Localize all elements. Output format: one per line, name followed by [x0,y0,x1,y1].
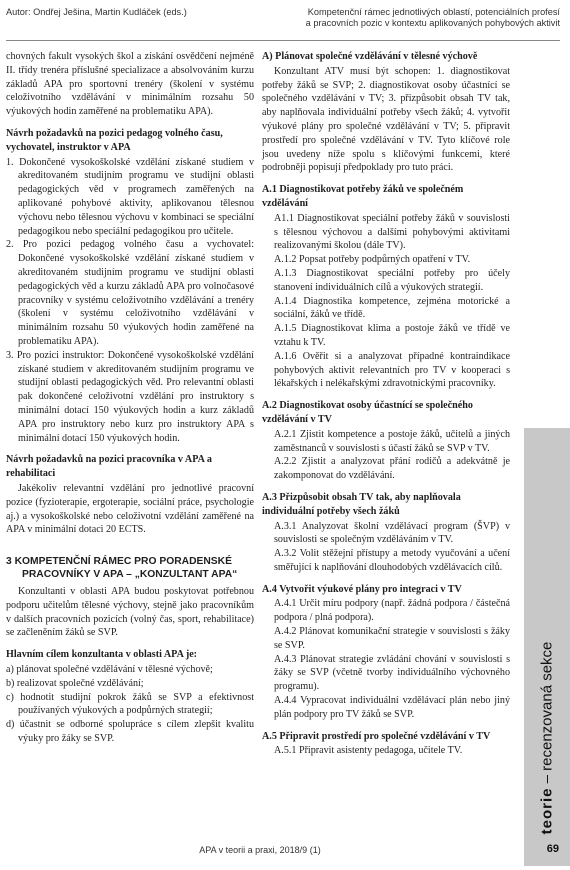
list-A3 [262,520,510,575]
section-title: 3 KOMPETENČNÍ RÁMEC PRO PORADENSKÉ PRACOVNÍKY V APA – „KONZULTANT APA“ [6,556,238,581]
sidebar-word-teorie: teorie [538,787,556,835]
goal-b: b) realizovat společné vzdělávání; [6,677,144,689]
heading-A2: A.2 Diagnostikovat osoby účastnící se společného vzdělávání v TV [262,400,473,425]
sidebar-word-recenzovana: recenzovaná sekce [538,641,556,771]
header-rule [6,40,560,41]
list-item: A.4.2 Plánovat komunikační strategie v souvislosti s žáky se SVP. [274,626,510,651]
heading-A: A) Plánovat společné vzdělávání v tělesné výchově [262,51,478,62]
list-item: A.2.1 Zjistit kompetence a postoje žáků, učitelů a jiných zaměstnanců v souvislosti s účastí žáků se SVP v TV. [274,428,510,454]
heading-A5: A.5 Připravit prostředí pro společné vzdělávání v TV [262,730,491,742]
list-item: A.1.5 Diagnostikovat klima a postoje žáků ve třídě ve vztahu k TV. [274,323,510,348]
sidebar-dash: – [538,770,556,788]
list-item-2: 2. Pro pozici pedagog volného času a vychovatel: Dokončené vysokoškolské vzdělání získané studiem v akreditovaném studijním programu ve studijní oblasti pedagogických věd a kurzu základů APA pro volnočasové pracovníky v systému celoživotního vzdělávání a trenéry (školení v systému celoživotního vzdělávání v minimálním rozsahu 50 výukových hodin zaměřené na problematiku APA). [6,239,254,347]
heading-A3: A.3 Přizpůsobit obsah TV tak, aby naplňovala individuální potřeby všech žáků [262,491,461,517]
heading-pedagog: Návrh požadavků na pozici pedagog volného času, vychovatel, instruktor v APA [6,127,223,153]
konzultanti-paragraph: Konzultanti v oblasti APA budou poskytovat potřebnou podporu učitelům tělesné výchovy, stejně jako pracovníkům v dalších pracovních pozicích (volný čas, sport, rehabilitace) se začleněním žáků se SVP. [6,586,254,639]
pracovnik-paragraph: Jakékoliv relevantní vzdělání pro jednotlivé pracovní pozice (fyzioterapie, ergoterapie, sociální práce, psychologie aj.) a vysokoškolské nebo celoživotní vzdělání zaměřené na APA v minimální dotaci 20 ECTS. [6,482,254,536]
list-item: A.1.6 Ověřit si a analyzovat případné kontraindikace pohybových aktivit relevantních pro TV v kooperaci s lékařských i nelékařskými zdravotnickými pracovníky. [274,350,510,390]
sidebar-label [539,642,556,835]
list-item: A.4.4 Vypracovat individuální vzdělávací plán nebo jiný plán podpory pro TV žáků se SVP. [274,695,510,720]
list-A5 [262,744,510,758]
heading-A4: A.4 Vytvořit výukové plány pro integraci v TV [262,583,462,595]
heading-pracovnik: Návrh požadavků na pozici pracovníka v APA a rehabilitaci [6,454,212,480]
list-item: A.3.1 Analyzovat školní vzdělávací program (ŠVP) v souvislosti se společným vzděláváním v TV. [274,520,510,546]
list-item: A.1.4 Diagnostika kompetence, zejména motorické a sociální, žáků ve třídě. [274,295,510,321]
goal-d: d) účastnit se odborné spolupráce s cílem zlepšit kvalitu výuky pro žáky se SVP. [6,719,254,745]
list-A1 [262,212,510,391]
list-item: A.1.2 Popsat potřeby podpůrných opatření v TV. [274,254,471,266]
footer-journal: APA v teorii a praxi, 2018/9 (1) [199,845,321,855]
list-item-3: 3. Pro pozici instruktor: Dokončené vysokoškolské vzdělání získané studiem v akreditovaném studijním programu ve studijní oblasti pedagogických věd. Pro relevantní oblasti pak dokončené celoživotní vzdělání pro instruktory s minimální dotací 150 výukových hodin a kurz základů APA pro instruktory nebo kurz pro instruktory APA s minimální dotací 150 výukových hodin. [6,349,254,444]
list-item: A.5.1 Připravit asistenty pedagoga, učitele TV. [274,745,463,757]
intro-paragraph: chovných fakult vysokých škol a získání osvědčení nejméně II. třídy trenéra příslušné specializace a absolvováním kurzu základů APA pro sportovní trenéry (školení v systému celoživotního vzdělávání v minimálním rozsahu 50 výukových hodin zaměřené na problematiku APA). [6,51,254,118]
list-A2 [262,428,510,483]
list-item-1: 1. Dokončené vysokoškolské vzdělání získané studiem v akreditovaném studijním programu ve studijní oblasti pedagogických věd v programech zaměřených na aplikované pohybové aktivity, aplikovanou tělesnou výchovu nebo tělesnou výchovu v kombinaci se speciální pedagogikou nebo speciální pedagogikou pro učitele. [6,156,254,237]
running-header-title [280,7,560,29]
running-header-title-line1: Kompetenční rámec jednotlivých oblastí, potenciálních profesí [307,7,560,17]
heading-A1: A.1 Diagnostikovat potřeby žáků ve společném vzdělávání [262,184,464,209]
list-item: A1.1 Diagnostikovat speciální potřeby žáků v souvislosti s tělesnou výchovou a dalšími pohybovými aktivitami realizovanými školou (dále TV). [274,212,510,252]
list-item: A.1.3 Diagnostikovat speciální potřeby pro účely stanovení individuálních cílů a výukových strategií. [274,267,510,293]
goal-c: c) hodnotit studijní pokrok žáků se SVP a efektivnost používaných výukových a podpůrných strategií; [6,691,254,717]
paragraph-A: Konzultant ATV musí být schopen: 1. diagnostikovat potřeby žáků se SVP; 2. diagnostikovat osoby účastnící se společného vzdělávání v TV; 3. přizpůsobit obsah TV tak, aby naplňovala individuální potřeby všech žáků; 4. vytvořit výukové plány pro společné vzdělávání v TV; 5. připravit prostředí pro společné vzdělávání v TV. Tyto klíčové role jsou uvedeny níže spolu s klíčovými funkcemi, které podrobněji popisují předpoklady pro tuto práci. [262,65,510,174]
running-header-title-line2: a pracovních pozic v kontextu aplikovaných pohybových aktivit [305,18,560,28]
goal-a: a) plánovat společné vzdělávání v tělesné výchově; [6,664,213,676]
left-column [6,50,254,746]
running-header-authors: Autor: Ondřej Ješina, Martin Kudláček (eds.) [6,7,187,17]
list-item: A.3.2 Volit stěžejní přístupy a metody vyučování a učení směřující k naplňování dlouhodobých vzdělávacích cílů. [274,548,510,573]
list-A4 [262,597,510,721]
list-item: A.4.3 Plánovat strategie zvládání chování v souvislosti s žáky se SVP (včetně tvorby individuálního výchovného programu). [274,653,510,693]
list-item: A.2.2 Zjistit a analyzovat přání rodičů a adekvátně je zakomponovat do vzdělávání. [274,456,510,482]
right-column [262,50,510,758]
page-number: 69 [546,843,559,855]
list-item: A.4.1 Určit míru podpory (např. žádná podpora / částečná podpora / plná podpora). [274,598,510,624]
heading-goals: Hlavním cílem konzultanta v oblasti APA je: [6,649,198,661]
section-sidebar [524,428,570,866]
